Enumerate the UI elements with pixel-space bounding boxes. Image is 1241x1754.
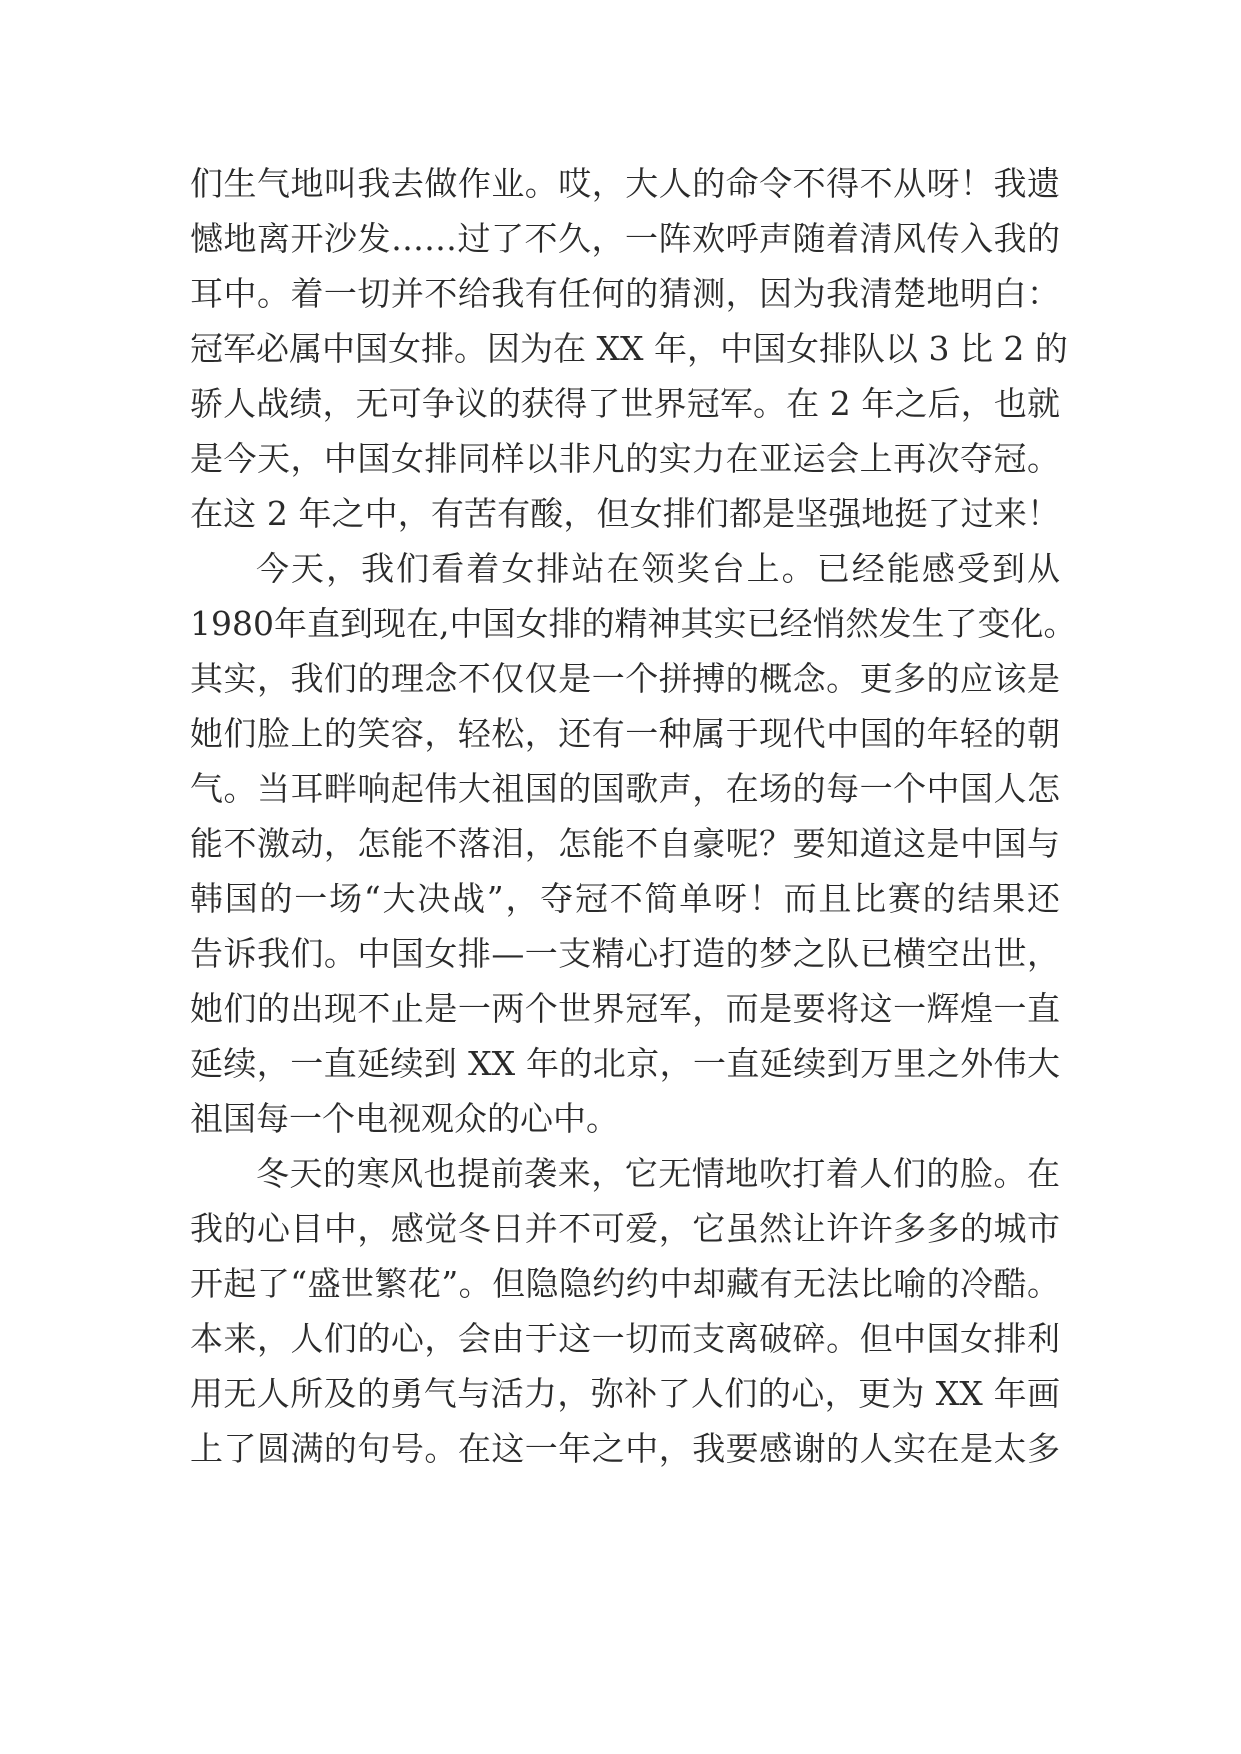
text-line: 冠军必属中国女排。因为在 XX 年，中国女排队以 3 比 2 的 (190, 329, 1068, 368)
text-line: 冬天的寒风也提前袭来，它无情地吹打着人们的脸。在 (256, 1154, 1060, 1193)
text-line: 其实，我们的理念不仅仅是一个拼搏的概念。更多的应该是 (190, 659, 1060, 698)
text-line: 用无人所及的勇气与活力，弥补了人们的心，更为 XX 年画 (190, 1374, 1060, 1413)
text-line: 告诉我们。中国女排—一支精心打造的梦之队已横空出世， (190, 934, 1060, 973)
text-line: 上了圆满的句号。在这一年之中，我要感谢的人实在是太多 (190, 1429, 1060, 1468)
text-line: 能不激动，怎能不落泪，怎能不自豪呢？要知道这是中国与 (190, 824, 1060, 863)
text-line: 1980年直到现在,中国女排的精神其实已经悄然发生了变化。 (190, 604, 1077, 643)
text-line: 在这 2 年之中，有苦有酸，但女排们都是坚强地挺了过来！ (190, 494, 1060, 533)
text-line: 骄人战绩，无可争议的获得了世界冠军。在 2 年之后，也就 (190, 384, 1060, 423)
text-line: 气。当耳畔响起伟大祖国的国歌声，在场的每一个中国人怎 (190, 769, 1060, 808)
text-line: 她们脸上的笑容，轻松，还有一种属于现代中国的年轻的朝 (190, 714, 1060, 753)
text-line: 开起了“盛世繁花”。但隐隐约约中却藏有无法比喻的冷酷。 (190, 1264, 1060, 1303)
text-line: 延续，一直延续到 XX 年的北京，一直延续到万里之外伟大 (190, 1044, 1060, 1083)
text-line: 憾地离开沙发……过了不久，一阵欢呼声随着清风传入我的 (190, 219, 1060, 258)
text-line: 本来，人们的心，会由于这一切而支离破碎。但中国女排利 (190, 1319, 1060, 1358)
paragraph-3 (190, 1146, 1060, 1476)
text-line: 是今天，中国女排同样以非凡的实力在亚运会上再次夺冠。 (190, 439, 1060, 478)
paragraph-1 (190, 156, 1068, 541)
text-line: 今天，我们看着女排站在领奖台上。已经能感受到从 (256, 549, 1060, 588)
text-line: 祖国每一个电视观众的心中。 (190, 1099, 619, 1138)
text-line: 耳中。着一切并不给我有任何的猜测，因为我清楚地明白： (190, 274, 1060, 313)
text-line: 们生气地叫我去做作业。哎，大人的命令不得不从呀！我遗 (190, 164, 1060, 203)
text-line: 我的心目中，感觉冬日并不可爱，它虽然让许许多多的城市 (190, 1209, 1060, 1248)
text-line: 她们的出现不止是一两个世界冠军，而是要将这一辉煌一直 (190, 989, 1060, 1028)
paragraph-2 (190, 541, 1077, 1146)
text-line: 韩国的一场“大决战”，夺冠不简单呀！而且比赛的结果还 (190, 879, 1060, 918)
body-text (190, 156, 1077, 1476)
